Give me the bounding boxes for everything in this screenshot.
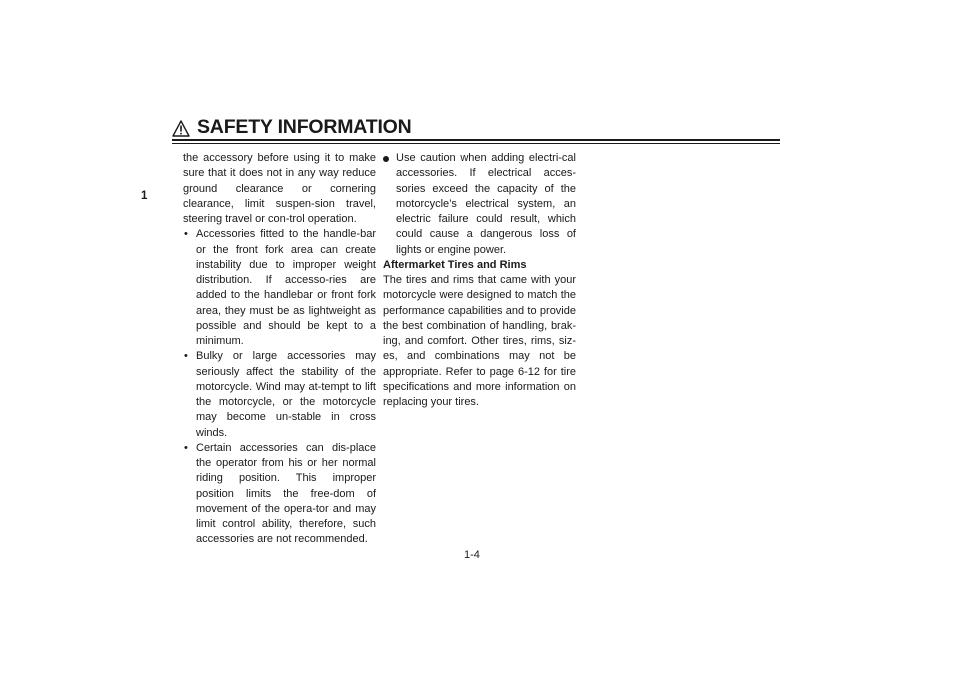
- intro-paragraph: the accessory before using it to make sure that it does not in any way reduce ground clearance or cornering clearance, limit suspen-sion travel, steering travel or con-trol operation.: [183, 152, 376, 225]
- page-header: [172, 117, 780, 147]
- page-number: 1-4: [464, 549, 480, 561]
- bullet-item: • Bulky or large accessories may seriously affect the stability of the motorcycle. Wind may at-tempt to lift the motorcycle, or the motorcycle may become un-stable in cross winds.: [183, 349, 376, 441]
- chapter-tab: 1: [141, 190, 148, 202]
- header-rule-thick: [172, 139, 780, 141]
- right-column: [383, 151, 576, 410]
- bullet-item: • Certain accessories can dis-place the operator from his or her normal riding position. This improper position limits the free-dom of movement of the opera-tor and may limit control ability, therefore, such accessories are not recommended.: [183, 441, 376, 548]
- page-title: SAFETY INFORMATION: [197, 116, 412, 138]
- caution-item: [383, 151, 576, 258]
- section-heading: Aftermarket Tires and Rims: [383, 258, 527, 271]
- accessory-bullet-list: [183, 227, 376, 547]
- header-rule-thin: [172, 143, 780, 144]
- bullet-item: • Accessories fitted to the handle-bar or the front fork area can create instability due to improper weight distribution. If accesso-ries are added to the handlebar or front fork area, they must be as lightweight as possible and should be kept to a minimum.: [183, 227, 376, 349]
- section-body: The tires and rims that came with your motorcycle were designed to match the performance capabilities and to provide the best combination of handling, brak-ing, and comfort. Other tires, rims, siz-es, and combinations may not be appropriate. Refer to page 6-12 for tire specifications and more information on replacing your tires.: [383, 274, 576, 408]
- warning-triangle-icon: [172, 120, 190, 137]
- caution-text: Use caution when adding electri-cal accessories. If electrical acces-sories exceed the capacity of the motorcycle’s electrical system, an electric failure could result, which could cause a dangerous loss of lights or engine power.: [396, 152, 576, 256]
- bullet-dot-icon: [383, 156, 389, 162]
- left-column: [183, 151, 376, 548]
